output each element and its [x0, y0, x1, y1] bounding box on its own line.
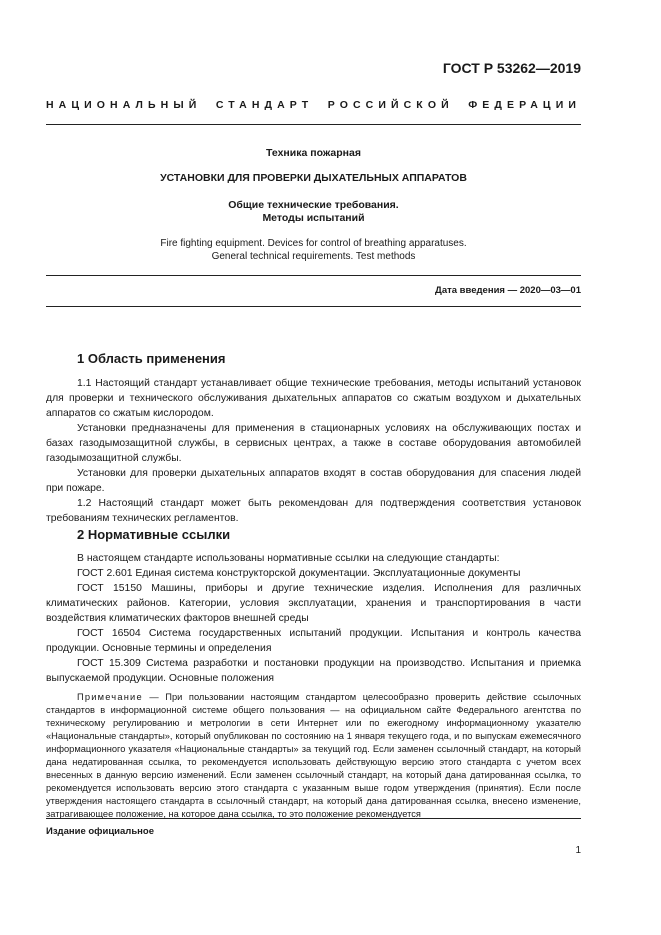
note-label: Примечание [77, 692, 143, 702]
standard-code: ГОСТ Р 53262—2019 [442, 60, 581, 76]
section-1-heading: 1 Область применения [77, 351, 226, 366]
title-sub-line1: Общие технические требования. [228, 199, 399, 211]
title-category: Техника пожарная [266, 147, 361, 159]
reference-item: ГОСТ 15.309 Система разработки и постановки продукции на производство. Испытания и приемка выпускаемой продукции. Основные положения [46, 658, 581, 684]
title-english-line2: General technical requirements. Test methods [211, 251, 416, 262]
reference-item: ГОСТ 15150 Машины, приборы и другие технические изделия. Исполнения для различных климатических районов. Категории, условия эксплуатации, хранения и транспортирования в части воздействия климатических факторов внешней среды [46, 583, 581, 624]
footer-divider [46, 818, 581, 819]
date-divider [46, 306, 581, 307]
section-1-body [46, 376, 581, 526]
title-english-line1: Fire fighting equipment. Devices for control of breathing apparatuses. [160, 238, 467, 249]
section-2-heading: 2 Нормативные ссылки [77, 527, 231, 542]
section-1-paragraph: 1.2 Настоящий стандарт может быть рекомендован для подтверждения соответствия установок требованиям технических регламентов. [46, 498, 581, 524]
section-2-paragraph: В настоящем стандарте использованы нормативные ссылки на следующие стандарты: [77, 553, 500, 564]
section-1-paragraph: Установки для проверки дыхательных аппаратов входят в состав оборудования для спасения людей при пожаре. [46, 468, 581, 494]
note-text: — При пользовании настоящим стандартом целесообразно проверить действие ссылочных стандартов в информационной системе общего пользования — на официальном сайте Федерального агентства по техническому регулированию и метрологии в сети Интернет или по ежегодному информационному указателю «Национальные стандарты», который опубликован по состоянию на 1 января текущего года, и по выпускам ежемесячного информационного указателя «Национальные стандарты» за текущий год. Если заменен ссылочный стандарт, на который дана недатированная ссылка, то рекомендуется использовать действующую версию этого стандарта с учетом всех внесенных в данную версию изменений. Если заменен ссылочный стандарт, на который дана датированная ссылка, то рекомендуется использовать версию этого стандарта с указанным выше годом утверждения (принятия). Если после утверждения настоящего стандарта в ссылочный стандарт, на который дана датированная ссылка, внесено изменение, затрагивающее положение, на которое дана ссылка, то это положение рекомендуется [46, 692, 581, 819]
reference-item: ГОСТ 2.601 Единая система конструкторской документации. Эксплуатационные документы [77, 568, 521, 579]
note-block [46, 691, 581, 821]
title-main: УСТАНОВКИ ДЛЯ ПРОВЕРКИ ДЫХАТЕЛЬНЫХ АППАРАТОВ [160, 172, 467, 184]
section-1-paragraph: 1.1 Настоящий стандарт устанавливает общие технические требования, методы испытаний установок для проверки и технического обслуживания дыхательных аппаратов со сжатым воздухом и дыхательных аппаратов со сжатым кислородом. [46, 378, 581, 419]
title-divider [46, 275, 581, 276]
section-2-body [46, 551, 581, 686]
reference-item: ГОСТ 16504 Система государственных испытаний продукции. Испытания и контроль качества продукции. Основные термины и определения [46, 628, 581, 654]
national-standard-banner: НАЦИОНАЛЬНЫЙ СТАНДАРТ РОССИЙСКОЙ ФЕДЕРАЦИИ [46, 99, 581, 111]
section-1-paragraph: Установки предназначены для применения в стационарных условиях на обслуживающих постах и базах газодымозащитной службы, в сервисных центрах, а также в составе оборудования автомобилей газодымозащитной службы. [46, 423, 581, 464]
edition-label: Издание официальное [46, 826, 154, 837]
header-divider [46, 124, 581, 125]
page-number: 1 [575, 845, 581, 856]
title-sub-line2: Методы испытаний [262, 212, 365, 224]
introduction-date: Дата введения — 2020—03—01 [435, 285, 581, 296]
